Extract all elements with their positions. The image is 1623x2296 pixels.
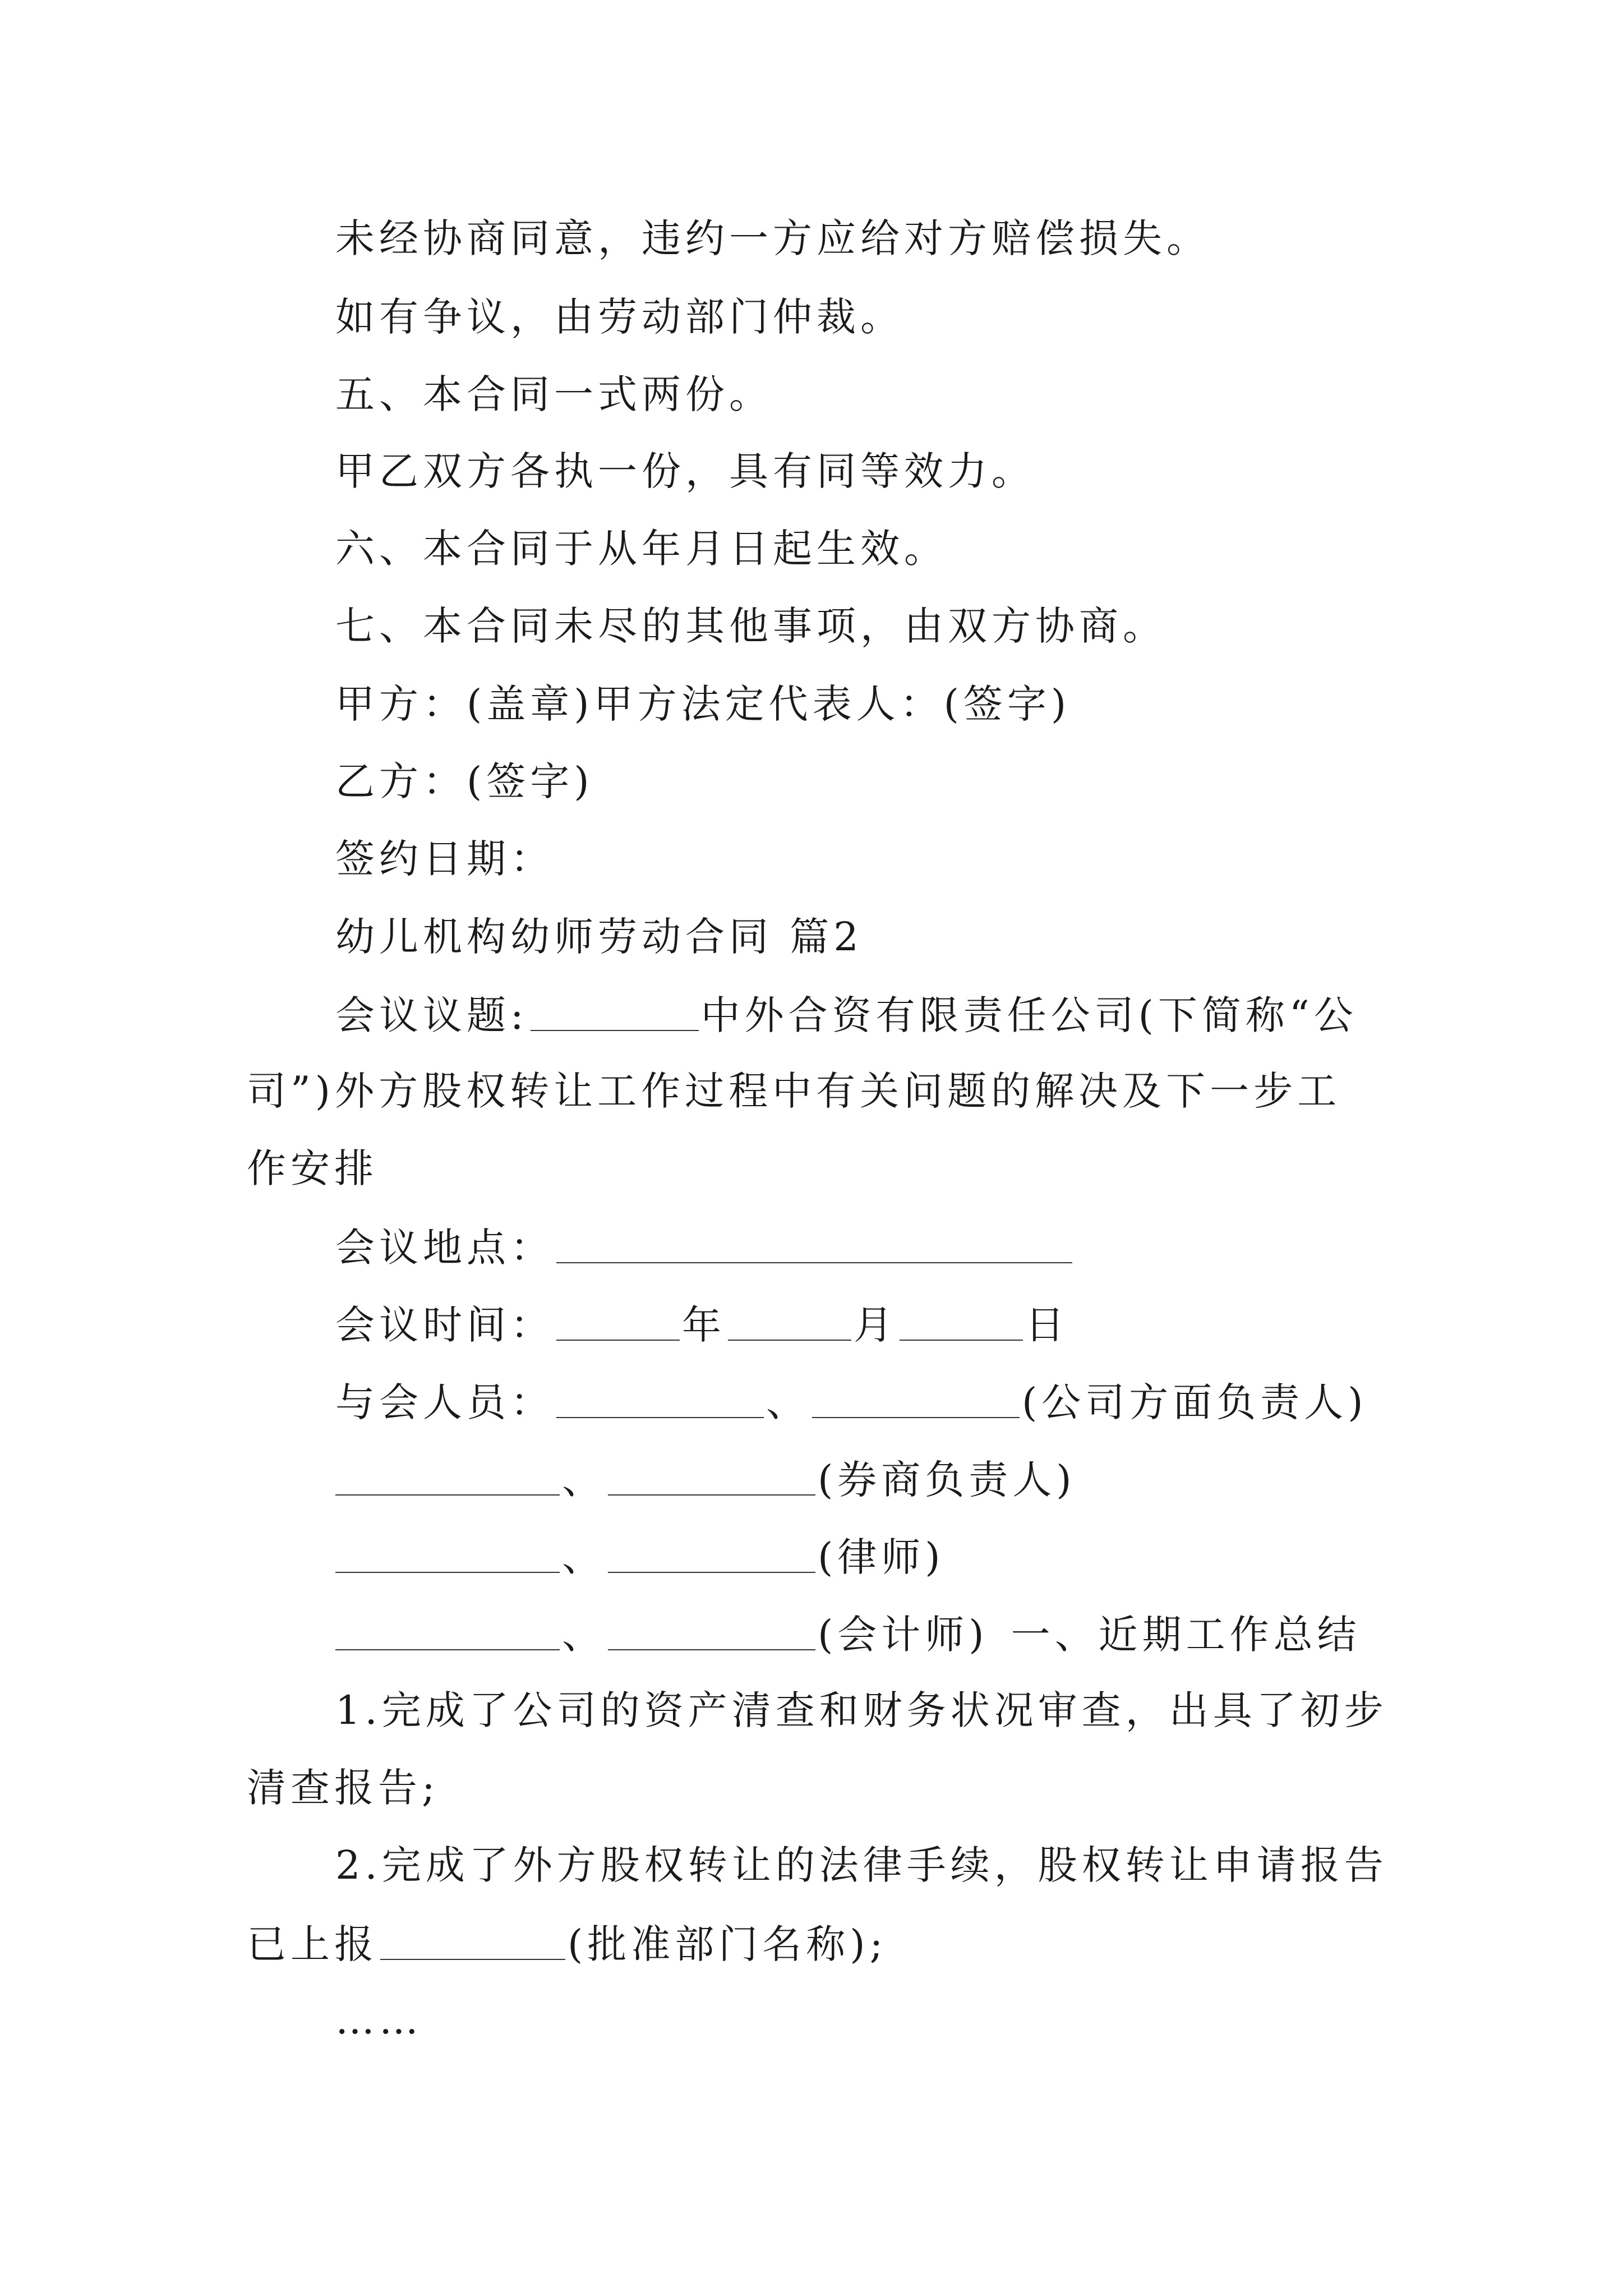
separator: 、 xyxy=(766,1379,810,1425)
attendees-line-4 xyxy=(335,1608,1361,1660)
paragraph: 甲乙双方各执一份，具有同等效力。 xyxy=(335,448,1035,494)
signing-date: 签约日期： xyxy=(335,836,554,882)
meeting-topic-line-2: 司”)外方股权转让工作过程中有关问题的解决及下一步工 xyxy=(247,1068,1341,1114)
attendee-blank xyxy=(608,1533,815,1573)
summary-item-2: 2.完成了外方股权转让的法律手续，股权转让申请报告 xyxy=(335,1842,1388,1888)
item2-suffix: (批准部门名称); xyxy=(568,1921,888,1967)
section-heading: 一、近期工作总结 xyxy=(1011,1612,1361,1658)
month-blank xyxy=(728,1300,851,1341)
meeting-topic-text: 中外合资有限责任公司(下简称“公 xyxy=(700,992,1358,1038)
meeting-topic-line-3: 作安排 xyxy=(247,1145,378,1191)
authority-blank xyxy=(380,1920,565,1960)
separator: 、 xyxy=(562,1534,606,1580)
meeting-topic-line xyxy=(335,988,1358,1041)
year-blank xyxy=(556,1300,680,1341)
summary-item-1-cont: 清查报告; xyxy=(247,1765,440,1811)
section-title: 幼儿机构幼师劳动合同 篇2 xyxy=(335,914,863,960)
attendee-blank xyxy=(335,1533,560,1573)
paragraph: 六、本合同于从年月日起生效。 xyxy=(335,526,948,572)
day-blank xyxy=(900,1300,1023,1341)
attendee-blank xyxy=(335,1610,560,1650)
lawyer-role: (律师) xyxy=(818,1534,945,1580)
attendee-blank xyxy=(608,1455,815,1496)
signature-line-party-a: 甲方：(盖章)甲方法定代表人：(签字) xyxy=(335,681,1071,727)
company-role: (公司方面负责人) xyxy=(1022,1379,1368,1425)
paragraph: 未经协商同意，违约一方应给对方赔偿损失。 xyxy=(335,215,1210,261)
meeting-topic-label: 会议议题: xyxy=(335,992,528,1038)
topic-blank xyxy=(531,991,699,1031)
year-label: 年 xyxy=(682,1302,726,1348)
meeting-time-line xyxy=(335,1298,1069,1350)
place-blank xyxy=(556,1223,1072,1263)
item2-prefix: 已上报 xyxy=(247,1921,378,1967)
paragraph: 五、本合同一式两份。 xyxy=(335,371,773,417)
broker-role: (券商负责人) xyxy=(818,1457,1076,1503)
attendees-line-2 xyxy=(335,1453,1076,1505)
meeting-place-label: 会议地点： xyxy=(335,1225,554,1271)
attendee-blank xyxy=(556,1378,764,1418)
separator: 、 xyxy=(562,1612,606,1658)
paragraph: 七、本合同未尽的其他事项，由双方协商。 xyxy=(335,603,1166,649)
separator: 、 xyxy=(562,1457,606,1503)
attendee-blank xyxy=(812,1378,1020,1418)
month-label: 月 xyxy=(854,1302,897,1348)
summary-item-2-cont xyxy=(247,1917,887,1970)
signature-line-party-b: 乙方：(签字) xyxy=(335,758,594,804)
attendee-blank xyxy=(335,1455,560,1496)
day-label: 日 xyxy=(1025,1302,1069,1348)
paragraph: 如有争议，由劳动部门仲裁。 xyxy=(335,294,904,340)
meeting-time-label: 会议时间： xyxy=(335,1302,554,1348)
summary-item-1: 1.完成了公司的资产清查和财务状况审查，出具了初步 xyxy=(335,1687,1388,1733)
attendees-line-3 xyxy=(335,1530,945,1582)
ellipsis: …… xyxy=(335,1997,423,2043)
attendees-line-1 xyxy=(335,1375,1368,1428)
attendees-label: 与会人员： xyxy=(335,1379,554,1425)
attendee-blank xyxy=(608,1610,815,1650)
meeting-place-line xyxy=(335,1221,1075,1273)
accountant-role: (会计师) xyxy=(818,1612,989,1658)
